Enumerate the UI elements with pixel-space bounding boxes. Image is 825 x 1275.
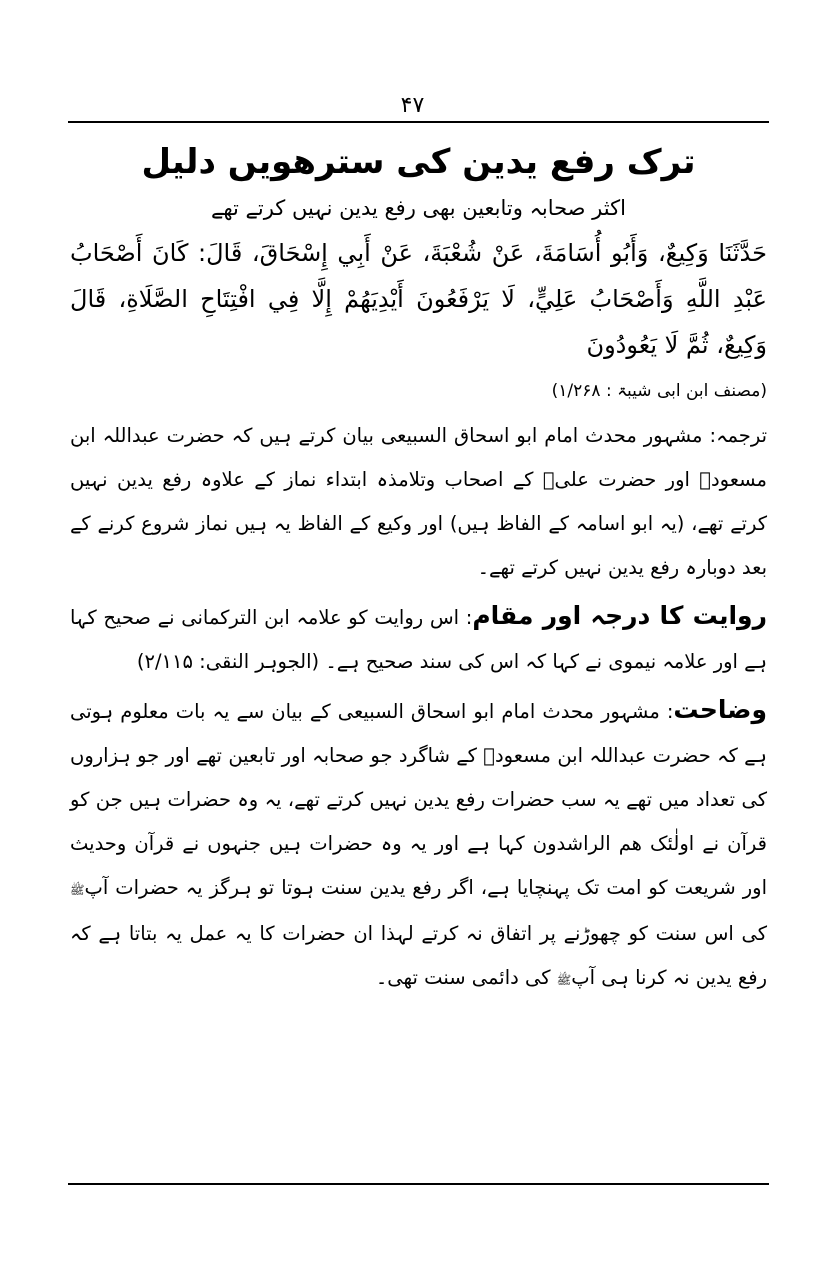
hadith-reference: (مصنف ابن ابی شیبۃ : ۱/۲۶۸) (551, 381, 767, 401)
grading-heading: روایت کا درجہ اور مقام (472, 601, 767, 630)
translation-text: مشہور محدث امام ابو اسحاق السبیعی بیان کرتے ہیں کہ حضرت عبداللہ ابن مسعودؓ اور حضرت علیؓ کے اصحاب وتلامذہ ابتداء نماز کے علاوہ رفع یدین نہیں کرتے تھے، (یہ ابو اسامہ کے الفاظ ہیں) اور وکیع کے الفاظ یہ ہیں نماز شروع کرنے کے بعد دوبارہ رفع یدین نہیں کرتے تھے۔ (70, 424, 767, 579)
top-rule (68, 121, 769, 123)
grading-text: : اس روایت کو علامہ ابن الترکمانی نے صحیح کہا ہے اور علامہ نیموی نے کہا کہ اس کی سند صحیح ہے۔ (الجوہر النقی: ۲/۱۱۵) (70, 606, 767, 673)
chapter-subtitle: اکثر صحابہ وتابعین بھی رفع یدین نہیں کرتے تھے (211, 196, 626, 220)
chapter-title: ترک رفع یدین کی سترھویں دلیل (141, 142, 696, 182)
explanation-text-part1: : مشہور محدث امام ابو اسحاق السبیعی کے بیان سے یہ بات معلوم ہوتی ہے کہ حضرت عبداللہ ابن مسعودؓ کے شاگرد جو صحابہ اور تابعین تھے اور جو ہزاروں کی تعداد میں تھے یہ سب حضرات رفع یدین نہیں کرتے تھے، یہ وہ حضرات ہیں جن کو قرآن نے اولٰئک ھم الراشدون کہا ہے اور یہ وہ حضرات ہیں جنہوں نے قرآن وحدیث اور شریعت کو امت تک پہنچایا ہے، اگر رفع یدین سنت ہوتا تو ہرگز یہ حضرات آپ (70, 700, 767, 899)
page-number: ۴۷ (400, 93, 425, 118)
salutation-glyph: ﷺ (70, 883, 85, 897)
translation-label: ترجمہ: (709, 424, 768, 447)
grading-paragraph (70, 594, 767, 684)
page-content (70, 138, 767, 1002)
explanation-paragraph (70, 688, 767, 1002)
translation-paragraph (70, 414, 767, 590)
salutation-glyph-2: ﷺ (556, 973, 572, 987)
hadith-arabic-text: حَدَّثَنَا وَكِيعٌ، وَأَبُو أُسَامَةَ، عَنْ شُعْبَةَ، عَنْ أَبِي إِسْحَاقَ، قَالَ: كَانَ أَصْحَابُ عَبْدِ اللَّهِ وَأَصْحَابُ عَلِيٍّ، لَا يَرْفَعُونَ أَيْدِيَهُمْ إِلَّا فِي افْتِتَاحِ الصَّلَاةِ، قَالَ وَكِيعٌ، ثُمَّ لَا يَعُودُونَ (70, 239, 767, 359)
explanation-heading: وضاحت (673, 695, 767, 724)
bottom-rule (68, 1183, 769, 1185)
explanation-text-part3: کی دائمی سنت تھی۔ (375, 966, 557, 989)
explanation-text-part2: کی اس سنت کو چھوڑنے پر اتفاق نہ کرتے لہذا ان حضرات کا یہ عمل یہ بتاتا ہے کہ رفع یدین نہ کرنا ہی آپ (70, 922, 767, 989)
